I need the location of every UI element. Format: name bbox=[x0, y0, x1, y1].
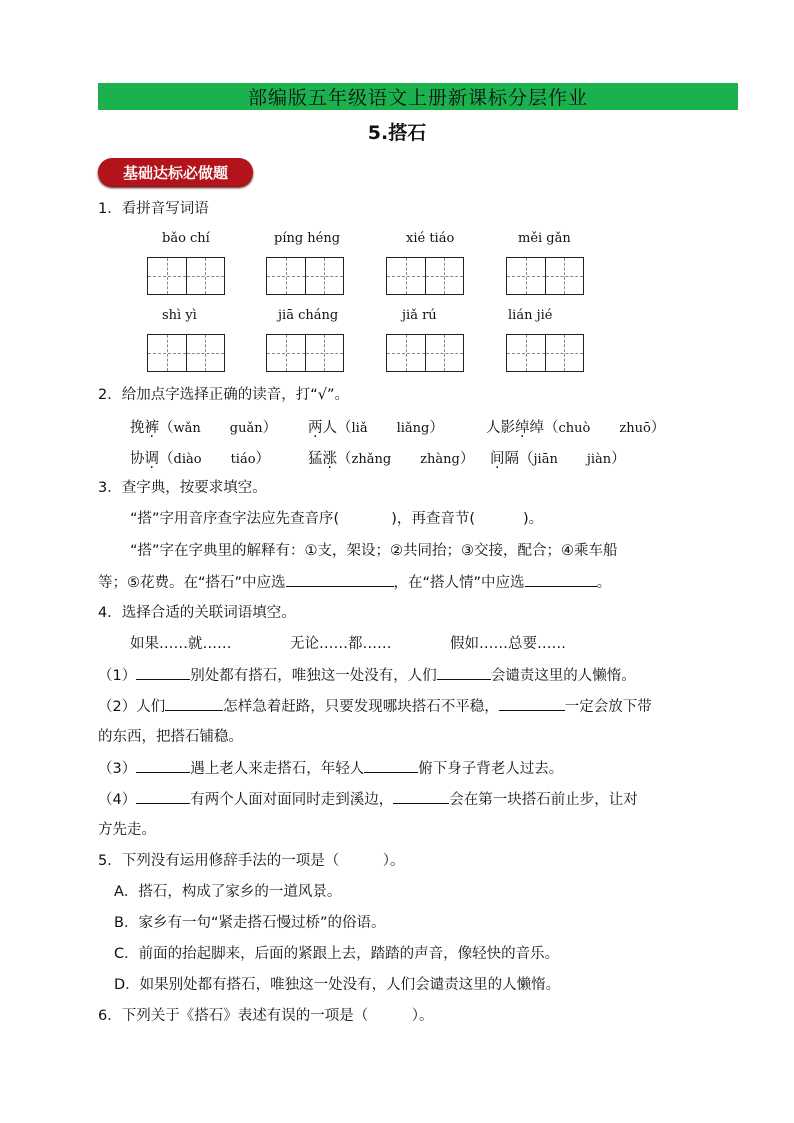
q2-item[interactable]: 挽裤（wǎn guǎn） bbox=[130, 420, 278, 436]
q2-item[interactable]: 两人（liǎ liǎng） bbox=[308, 420, 444, 436]
tianzige-box[interactable] bbox=[266, 257, 344, 295]
q1-pinyin: shì yì bbox=[162, 308, 197, 323]
q5-option[interactable]: D．如果别处都有搭石，唯独这一处没有，人们会谴责这里的人懒惰。 bbox=[114, 977, 561, 993]
answer-blank[interactable] bbox=[165, 696, 223, 711]
tianzige-box[interactable] bbox=[386, 334, 464, 372]
q2-item[interactable]: 人影绰绰（chuò zhuō） bbox=[486, 420, 666, 436]
q5-option[interactable]: B．家乡有一句“紧走搭石慢过桥”的俗语。 bbox=[114, 915, 386, 931]
tianzige-box[interactable] bbox=[147, 334, 225, 372]
q3-line: “搭”字用音序查字法应先查音序( )，再查音节( )。 bbox=[130, 511, 544, 527]
q4-stem: 4．选择合适的关联词语填空。 bbox=[98, 605, 296, 621]
q2-item[interactable]: 协调（diào tiáo） bbox=[130, 451, 271, 467]
q3-line: 等；⑤花费。在“搭石”中应选 ，在“搭人情”中应选 。 bbox=[98, 572, 611, 593]
q5-option[interactable]: C．前面的抬起脚来，后面的紧跟上去，踏踏的声音，像轻快的音乐。 bbox=[114, 946, 560, 962]
q5-option[interactable]: A．搭石，构成了家乡的一道风景。 bbox=[114, 884, 342, 900]
answer-blank[interactable] bbox=[437, 665, 491, 680]
q5-stem: 5．下列没有运用修辞手法的一项是（ ）。 bbox=[98, 853, 405, 869]
q4-choice: 假如……总要…… bbox=[450, 636, 566, 652]
q4-choice: 无论……都…… bbox=[290, 636, 392, 652]
q4-choice: 如果……就…… bbox=[130, 636, 232, 652]
q4-sentence: （4） 有两个人面对面同时走到溪边， 会在第一块搭石前止步，让对 bbox=[98, 789, 638, 810]
q4-sentence: （1） 别处都有搭石，唯独这一处没有，人们 会谴责这里的人懒惰。 bbox=[98, 665, 636, 686]
q2-stem: 2．给加点字选择正确的读音，打“√”。 bbox=[98, 387, 349, 403]
section-badge: 基础达标必做题 bbox=[98, 158, 253, 186]
q1-pinyin: jiǎ rú bbox=[402, 308, 437, 323]
q4-sentence: 方先走。 bbox=[98, 822, 156, 838]
answer-blank[interactable] bbox=[136, 665, 190, 680]
q3-stem: 3．查字典，按要求填空。 bbox=[98, 480, 267, 496]
q2-item[interactable]: 猛涨（zhǎng zhàng） bbox=[308, 451, 475, 467]
tianzige-box[interactable] bbox=[506, 334, 584, 372]
tianzige-box[interactable] bbox=[386, 257, 464, 295]
q6-stem: 6．下列关于《搭石》表述有误的一项是（ ）。 bbox=[98, 1008, 434, 1024]
answer-blank[interactable] bbox=[499, 696, 565, 711]
q3-line: “搭”字在字典里的解释有：①支，架设；②共同抬；③交接，配合；④乘车船 bbox=[130, 543, 618, 559]
q2-item[interactable]: 间隔（jiān jiàn） bbox=[490, 451, 626, 467]
lesson-title: 5.搭石 bbox=[367, 122, 427, 144]
q1-pinyin: měi gǎn bbox=[518, 231, 571, 246]
q1-pinyin: xié tiáo bbox=[406, 231, 455, 246]
q4-sentence: （2）人们 怎样急着赶路，只要发现哪块搭石不平稳， 一定会放下带 bbox=[98, 696, 652, 717]
q4-sentence: 的东西，把搭石铺稳。 bbox=[98, 729, 243, 745]
q1-pinyin: lián jié bbox=[508, 308, 553, 323]
banner-text: 部编版五年级语文上册新课标分层作业 bbox=[247, 87, 588, 109]
q1-pinyin: píng héng bbox=[274, 231, 341, 246]
answer-blank[interactable] bbox=[286, 572, 394, 587]
q4-sentence: （3） 遇上老人来走搭石，年轻人 俯下身子背老人过去。 bbox=[98, 758, 563, 779]
answer-blank[interactable] bbox=[364, 758, 418, 773]
tianzige-box[interactable] bbox=[266, 334, 344, 372]
q1-pinyin: bǎo chí bbox=[162, 231, 210, 246]
tianzige-box[interactable] bbox=[147, 257, 225, 295]
series-banner bbox=[98, 83, 738, 110]
answer-blank[interactable] bbox=[136, 789, 190, 804]
tianzige-box[interactable] bbox=[506, 257, 584, 295]
answer-blank[interactable] bbox=[525, 572, 597, 587]
q1-pinyin: jiā cháng bbox=[278, 308, 339, 323]
answer-blank[interactable] bbox=[136, 758, 190, 773]
answer-blank[interactable] bbox=[393, 789, 449, 804]
q1-stem: 1．看拼音写词语 bbox=[98, 201, 209, 217]
